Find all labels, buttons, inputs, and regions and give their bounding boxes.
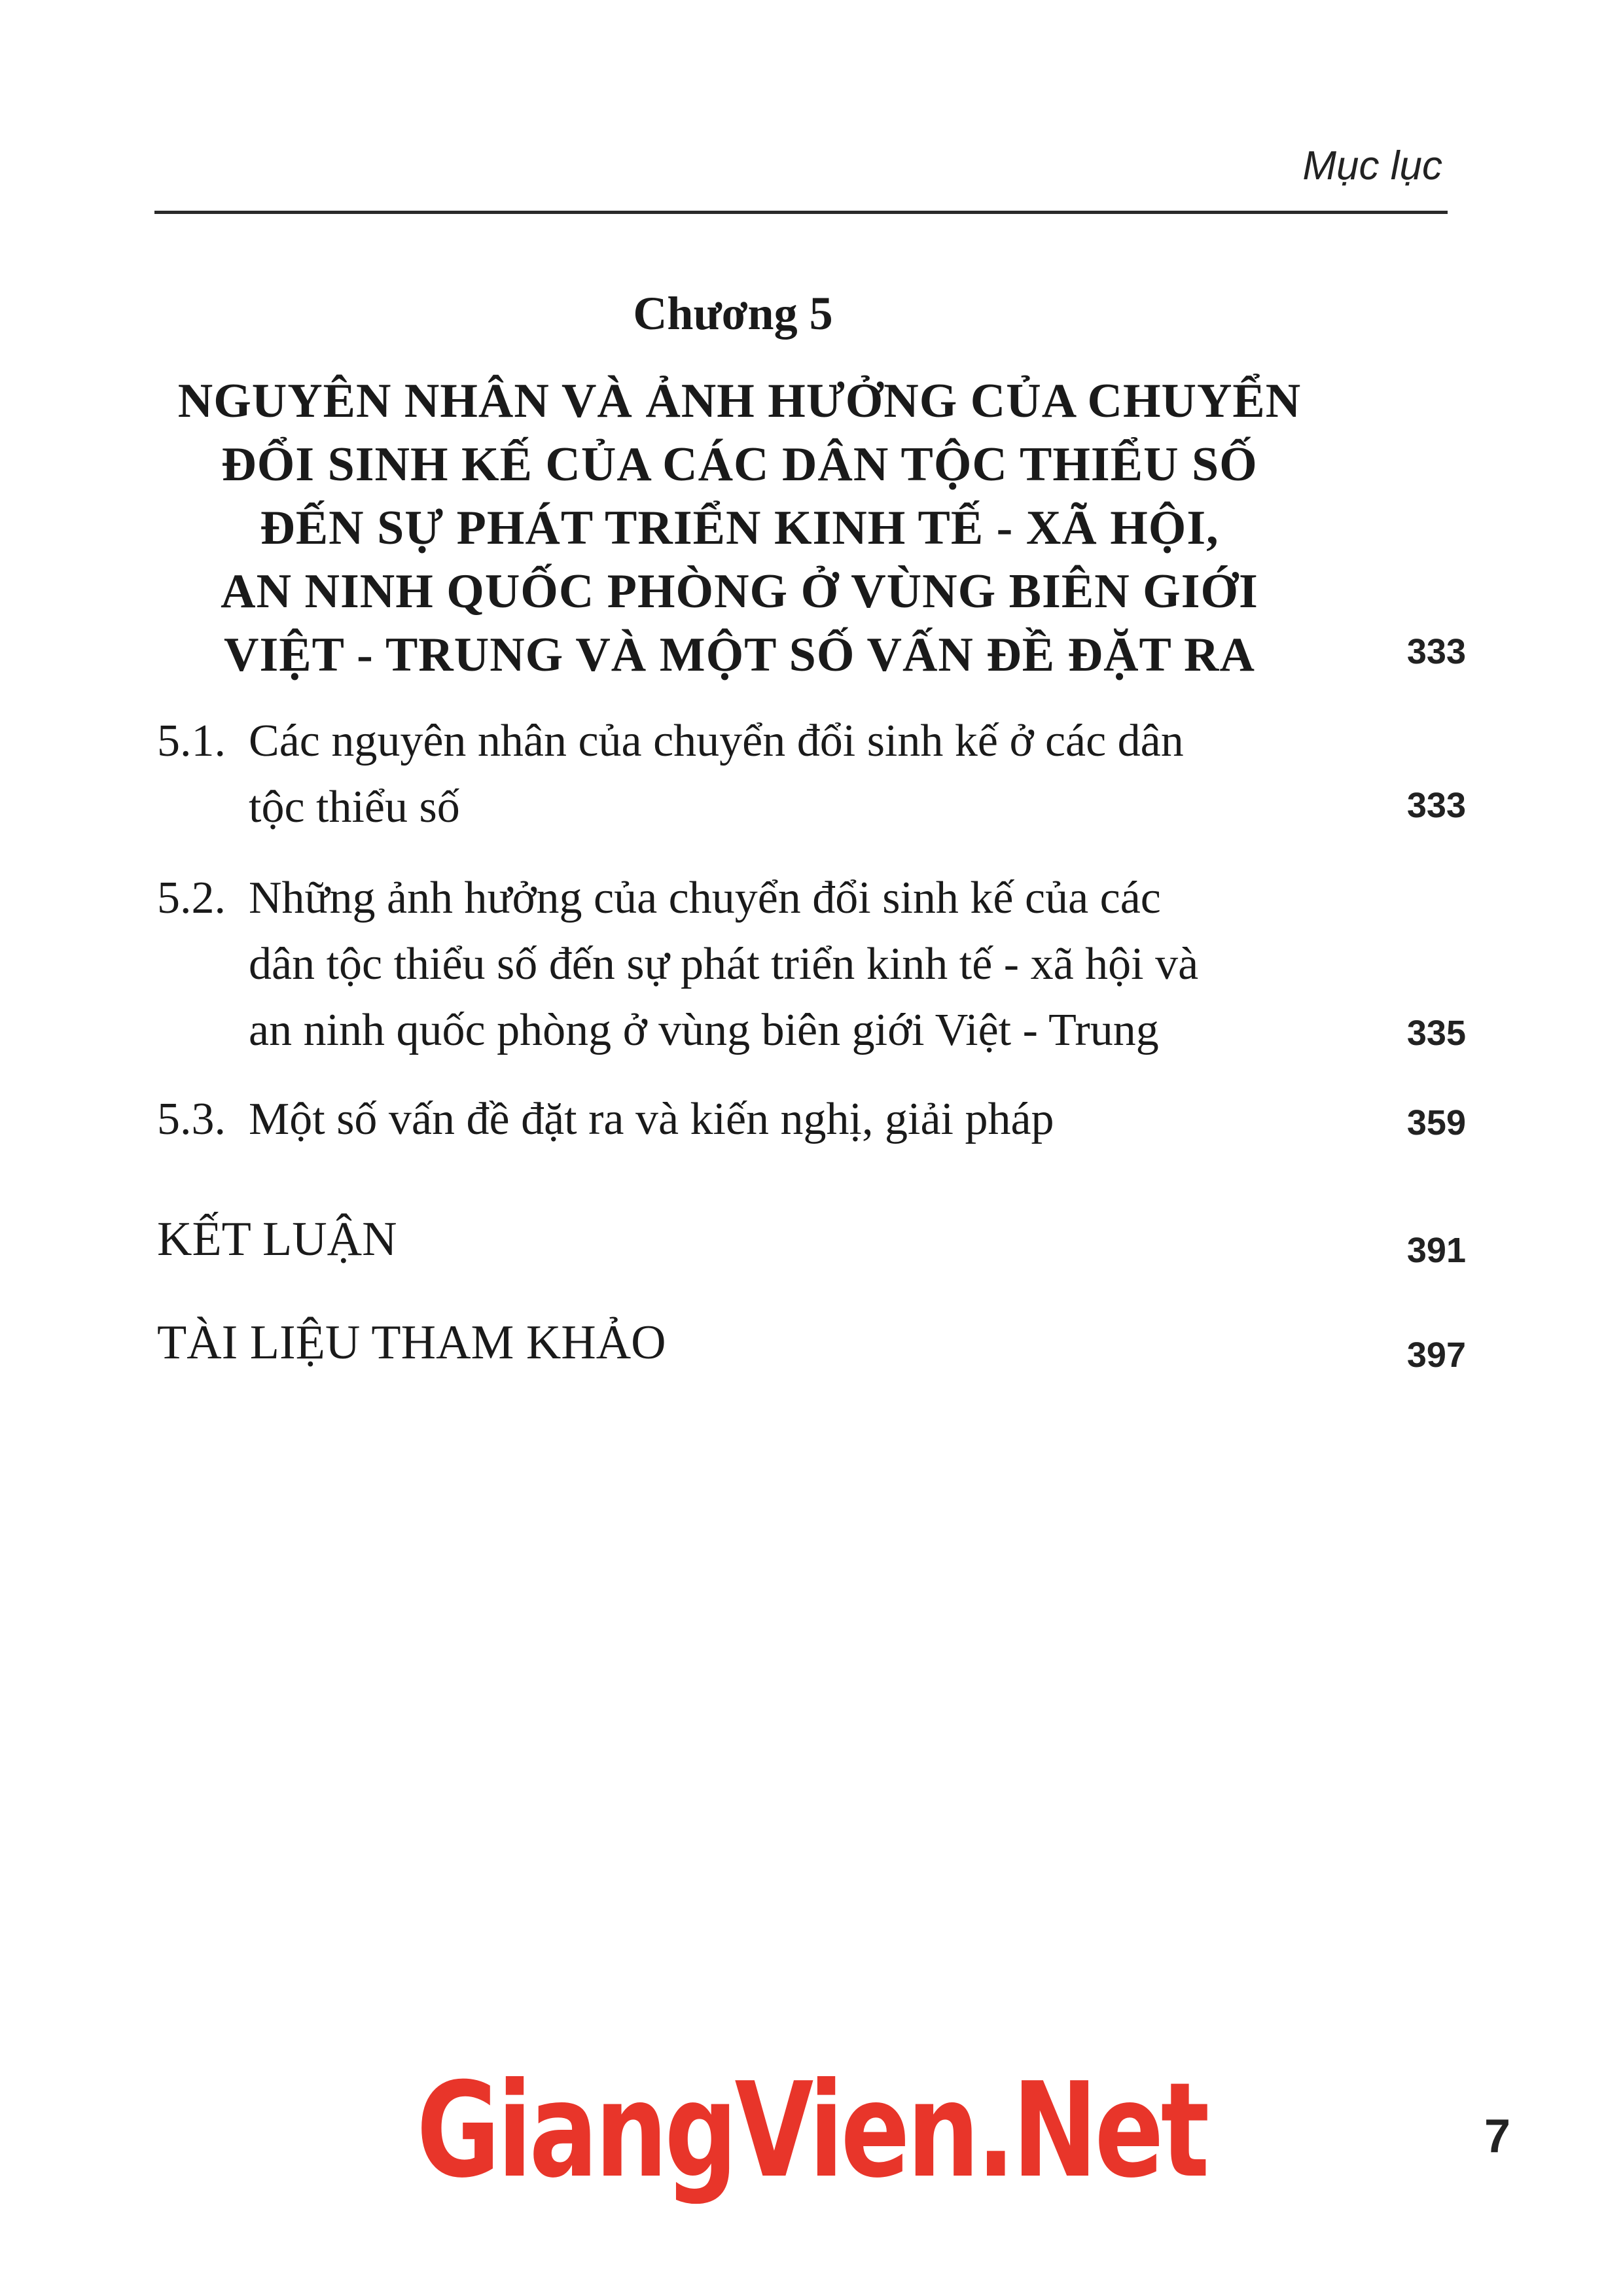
toc-entry-number: 5.3.: [157, 1094, 226, 1144]
page-folio: 7: [1484, 2110, 1511, 2163]
toc-entry-page-number: 391: [1406, 1231, 1466, 1270]
chapter-label: Chương 5: [633, 287, 833, 340]
running-head: Mục lục: [1302, 143, 1442, 188]
toc-entry-line: an ninh quốc phòng ở vùng biên giới Việt - Trung: [249, 1005, 1159, 1055]
toc-conclusion: KẾT LUẬN: [157, 1212, 397, 1266]
toc-entry-line: Những ảnh hưởng của chuyển đổi sinh kế của các: [249, 873, 1161, 923]
toc-entry-number: 5.1.: [157, 716, 226, 766]
toc-entry-line: dân tộc thiểu số đến sự phát triển kinh tế - xã hội và: [249, 939, 1199, 989]
header-rule: [154, 211, 1448, 214]
toc-entry-line: tộc thiểu số: [249, 782, 460, 832]
toc-entry-number: 5.2.: [157, 873, 226, 923]
toc-entry-page-number: 335: [1406, 1014, 1466, 1053]
chapter-title-line: ĐỔI SINH KẾ CỦA CÁC DÂN TỘC THIỂU SỐ: [221, 438, 1258, 491]
toc-entry-page-number: 359: [1406, 1103, 1466, 1142]
toc-entry-page-number: 333: [1406, 786, 1466, 825]
toc-entry-5-1: [157, 708, 1348, 840]
toc-references: TÀI LIỆU THAM KHẢO: [157, 1316, 666, 1369]
toc-entry-5-3: [157, 1086, 1348, 1152]
chapter-title-line: AN NINH QUỐC PHÒNG Ở VÙNG BIÊN GIỚI: [221, 565, 1258, 618]
toc-entry-5-2: [157, 865, 1348, 1063]
chapter-title-line: VIỆT - TRUNG VÀ MỘT SỐ VẤN ĐỀ ĐẶT RA: [224, 628, 1255, 682]
toc-entry-line: Các nguyên nhân của chuyển đổi sinh kế ở các dân: [249, 716, 1184, 766]
chapter-title: [131, 370, 1348, 687]
watermark-logo: GiangVien.Net: [416, 2055, 1207, 2207]
toc-entry-page-number: 397: [1406, 1335, 1466, 1375]
toc-entry-line: Một số vấn đề đặt ra và kiến nghị, giải pháp: [249, 1094, 1054, 1144]
chapter-page-number: 333: [1406, 632, 1466, 671]
chapter-title-line: ĐẾN SỰ PHÁT TRIỂN KINH TẾ - XÃ HỘI,: [260, 501, 1219, 555]
chapter-title-line: NGUYÊN NHÂN VÀ ẢNH HƯỞNG CỦA CHUYỂN: [177, 374, 1302, 428]
